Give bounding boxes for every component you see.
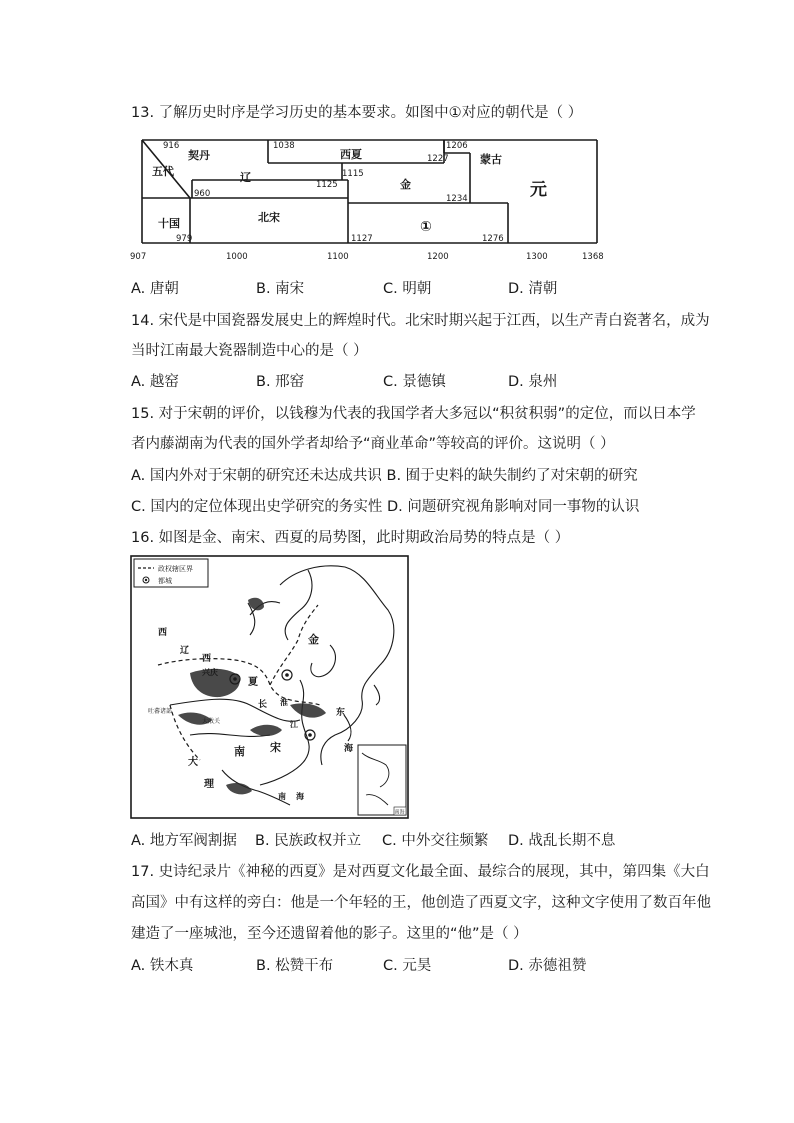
q15-stem-line1: 15. 对于宋朝的评价，以钱穆为代表的我国学者大多冠以“积贫积弱”的定位，而以日本学 (131, 406, 696, 422)
label-da: 大 (188, 757, 198, 768)
year-1127: 1127 (351, 234, 373, 244)
year-979: 979 (176, 234, 193, 244)
label-xingqing: 兴庆 (202, 668, 218, 677)
label-dong: 东 (336, 708, 346, 718)
inset-label: 南海 (394, 809, 405, 816)
axis-1000: 1000 (226, 252, 248, 262)
label-jiang: 江 (290, 720, 298, 729)
label-song: 宋 (270, 741, 281, 754)
label-nan: 南 (234, 745, 245, 758)
q17-stem-line1: 17. 史诗纪录片《神秘的西夏》是对西夏文化最全面、最综合的展现，其中，第四集《大白 (131, 864, 710, 880)
axis-1200: 1200 (427, 252, 449, 262)
timeline-dynasty-labels (152, 147, 547, 235)
label-jin: 金 (308, 633, 319, 646)
q14-option-b[interactable]: B. 邢窑 (256, 374, 305, 390)
q17-option-c[interactable]: C. 元昊 (383, 958, 432, 974)
q15-options-row1[interactable]: A. 国内外对于宋朝的研究还未达成共识 B. 囿于史料的缺失制约了对宋朝的研究 (131, 468, 638, 484)
q16-option-c[interactable]: C. 中外交往频繁 (382, 833, 489, 849)
label-xia: 夏 (248, 677, 258, 688)
jin-song-xixia-map (130, 555, 410, 820)
dynasty-timeline-chart (130, 133, 610, 265)
timeline-year-labels (163, 141, 504, 244)
legend-capital: 都城 (158, 577, 172, 585)
label-chang: 长 (258, 700, 268, 710)
year-1206: 1206 (446, 141, 468, 151)
label-nanhai-1: 南 (278, 792, 286, 801)
legend-border: 政权辖区界 (158, 565, 193, 573)
label-xixia: 西夏 (340, 148, 362, 161)
timeline-axis (130, 252, 604, 262)
label-marker-1: ① (420, 219, 432, 235)
q16-option-a[interactable]: A. 地方军阀割据 (131, 833, 237, 849)
label-huai: 淮 (280, 698, 288, 707)
q13-option-c[interactable]: C. 明朝 (383, 281, 432, 297)
q17-stem-line2: 高国》中有这样的旁白：他是一个年轻的王，他创造了西夏文字，这种文字使用了数百年他 (131, 895, 711, 911)
q17-stem-line3: 建造了一座城池，至今还遗留着他的影子。这里的“他”是（ ） (131, 926, 528, 942)
axis-907: 907 (130, 252, 147, 262)
q17-option-b[interactable]: B. 松赞干布 (256, 958, 334, 974)
q14-stem-line1: 14. 宋代是中国瓷器发展史上的辉煌时代。北宋时期兴起于江西，以生产青白瓷著名，成为 (131, 313, 710, 329)
q16-option-b[interactable]: B. 民族政权并立 (255, 833, 362, 849)
q15-options-row2[interactable]: C. 国内的定位体现出史学研究的务实性 D. 问题研究视角影响对同一事物的认识 (131, 499, 640, 515)
label-shiguo: 十国 (158, 217, 180, 230)
label-menggu: 蒙古 (480, 153, 502, 166)
label-yuan: 元 (530, 180, 547, 200)
label-li: 理 (204, 779, 214, 790)
label-beisong: 北宋 (258, 211, 280, 224)
year-1115: 1115 (342, 169, 364, 179)
q14-option-d[interactable]: D. 泉州 (508, 374, 558, 390)
label-liao: 辽 (240, 171, 251, 184)
south-china-sea-inset (358, 745, 406, 816)
year-960: 960 (194, 189, 211, 199)
label-jin: 金 (400, 178, 411, 191)
q16-stem: 16. 如图是金、南宋、西夏的局势图，此时期政治局势的特点是（ ） (131, 530, 570, 546)
axis-1100: 1100 (327, 252, 349, 262)
q14-stem-line2: 当时江南最大瓷器制造中心的是（ ） (131, 343, 368, 359)
label-nanhai-2: 海 (296, 792, 304, 801)
label-tubo: 吐蕃诸部 (148, 708, 173, 715)
label-qidan: 契丹 (188, 149, 210, 162)
label-xi-1: 西 (158, 628, 168, 638)
label-dasanguan: 大散关 (202, 718, 221, 725)
q13-option-b[interactable]: B. 南宋 (256, 281, 305, 297)
q16-option-d[interactable]: D. 战乱长期不息 (508, 833, 616, 849)
year-1227: 1227 (427, 154, 449, 164)
map-legend (134, 559, 208, 587)
label-xi-2: 西 (202, 654, 212, 664)
q17-option-a[interactable]: A. 铁木真 (131, 958, 194, 974)
q13-option-d[interactable]: D. 清朝 (508, 281, 558, 297)
label-hai-1: 海 (344, 744, 354, 754)
label-liao: 辽 (180, 646, 190, 656)
year-1276: 1276 (482, 234, 504, 244)
year-916: 916 (163, 141, 180, 151)
year-1125: 1125 (316, 180, 338, 190)
q14-option-c[interactable]: C. 景德镇 (383, 374, 446, 390)
label-wudai: 五代 (152, 165, 174, 178)
q13-stem: 13. 了解历史时序是学习历史的基本要求。如图中①对应的朝代是（ ） (131, 105, 583, 121)
year-1234: 1234 (446, 194, 468, 204)
q14-option-a[interactable]: A. 越窑 (131, 374, 179, 390)
q17-option-d[interactable]: D. 赤德祖赞 (508, 958, 587, 974)
q15-stem-line2: 者内藤湖南为代表的国外学者却给予“商业革命”等较高的评价。这说明（ ） (131, 436, 615, 452)
q13-option-a[interactable]: A. 唐朝 (131, 281, 179, 297)
year-1038: 1038 (273, 141, 295, 151)
axis-1368: 1368 (582, 252, 604, 262)
axis-1300: 1300 (526, 252, 548, 262)
